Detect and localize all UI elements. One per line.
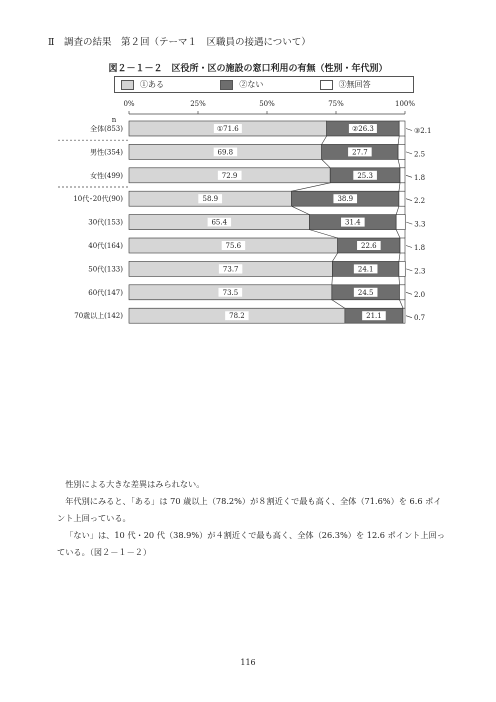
legend-item-yes <box>115 79 214 90</box>
x-tick-label: 0% <box>123 100 135 108</box>
chart-legend <box>114 76 414 93</box>
leader-line <box>406 129 412 131</box>
data-label: ②26.3 <box>351 125 374 133</box>
n-label: n <box>111 116 117 124</box>
body-text <box>57 476 449 561</box>
connector-line <box>310 230 338 238</box>
bar-segment <box>396 215 405 230</box>
connector-line <box>292 206 310 214</box>
connector-line <box>292 183 331 191</box>
legend-swatch-na <box>320 80 333 90</box>
data-label: 24.5 <box>357 288 374 297</box>
leader-line <box>406 175 412 177</box>
data-label: 38.9 <box>337 195 354 204</box>
data-label: 58.9 <box>202 195 219 204</box>
data-label: 22.6 <box>361 242 377 250</box>
bar-segment <box>398 144 405 159</box>
data-label: 2.0 <box>414 290 426 299</box>
bar-segment <box>400 238 405 253</box>
bar-segment <box>399 261 405 276</box>
data-label: 31.4 <box>345 218 361 227</box>
data-label: 27.7 <box>352 148 368 157</box>
data-label: 3.3 <box>414 220 426 229</box>
category-label: 男性(354) <box>90 148 123 157</box>
data-label: 25.3 <box>357 171 373 180</box>
connector-line <box>396 206 399 214</box>
connector-line <box>398 136 399 144</box>
category-label: 60代(147) <box>88 288 123 297</box>
bar-segment <box>400 168 405 183</box>
bar-segment <box>399 285 405 300</box>
legend-label-yes: ①ある <box>140 80 164 89</box>
connector-line <box>399 276 400 284</box>
connector-line <box>322 159 331 167</box>
data-label: 2.2 <box>414 197 426 206</box>
leader-line <box>406 222 412 224</box>
category-label: 女性(499) <box>90 171 123 180</box>
category-label: 30代(153) <box>88 218 123 227</box>
leader-line <box>406 152 412 154</box>
chart-title: 図２－１－２ 区役所・区の施設の窓口利用の有無（性別・年代別） <box>108 64 388 74</box>
connector-line <box>332 253 337 261</box>
data-label: 73.7 <box>222 265 239 274</box>
data-label: 2.3 <box>414 267 426 276</box>
data-label: 1.8 <box>414 173 426 182</box>
leader-line <box>406 246 412 248</box>
leader-line <box>406 269 412 271</box>
connector-line <box>396 230 400 238</box>
legend-swatch-yes <box>121 80 134 90</box>
leader-line <box>406 199 412 201</box>
data-label: 24.1 <box>357 265 374 274</box>
data-label: 69.8 <box>217 148 234 157</box>
connector-line <box>399 253 400 261</box>
connector-line <box>399 183 400 191</box>
data-label: 75.6 <box>225 242 242 250</box>
data-label: 78.2 <box>229 312 245 321</box>
legend-label-no: ②ない <box>239 80 264 89</box>
page-header: Ⅱ 調査の結果 第２回（テーマ１ 区職員の接遇について） <box>48 37 311 48</box>
data-label: 1.8 <box>414 244 426 252</box>
connector-line <box>399 300 403 308</box>
category-label: 70歳以上(142) <box>74 312 123 321</box>
data-label: ①71.6 <box>216 125 239 133</box>
body-paragraph-3: 「ない」は、10 代・20 代（38.9%）が４割近くで最も高く、全体（26.3%）を 12.6 ポイント上回っている。（図２－１－２） <box>57 530 445 557</box>
data-label: 72.9 <box>221 171 238 180</box>
data-label: 73.5 <box>222 288 239 297</box>
category-label: 全体(853) <box>90 125 123 133</box>
body-paragraph-1: 性別による大きな差異はみられない。 <box>65 479 205 489</box>
connector-line <box>332 276 333 284</box>
page-number: 116 <box>240 658 256 667</box>
data-label: ③2.1 <box>414 127 432 135</box>
leader-line <box>406 292 412 294</box>
legend-item-no <box>214 79 313 90</box>
legend-label-na: ③無回答 <box>338 80 371 89</box>
category-label: 50代(133) <box>88 265 123 274</box>
leader-line <box>406 316 412 318</box>
body-paragraph-2: 年代別にみると、「ある」は 70 歳以上（78.2%）が８割近くで最も高く、全体（71.6%）を 6.6 ポイント上回っている。 <box>57 496 442 523</box>
x-tick-label: 75% <box>328 100 344 108</box>
x-tick-label: 50% <box>259 100 275 108</box>
data-label: 2.5 <box>414 150 426 159</box>
x-tick-label: 100% <box>394 100 416 108</box>
legend-swatch-no <box>220 80 233 90</box>
legend-item-na <box>314 79 413 90</box>
bar-segment <box>399 121 405 136</box>
stacked-bar-chart <box>0 96 496 346</box>
bar-segment <box>399 191 405 206</box>
connector-line <box>398 159 400 167</box>
bar-segment <box>403 308 405 323</box>
data-label: 0.7 <box>414 314 426 323</box>
x-tick-label: 25% <box>190 100 206 108</box>
connector-line <box>322 136 327 144</box>
data-label: 21.1 <box>366 312 382 321</box>
connector-line <box>332 300 345 308</box>
category-label: 40代(164) <box>88 242 123 250</box>
data-label: 65.4 <box>211 218 228 227</box>
category-label: 10代･20代(90) <box>73 195 123 204</box>
